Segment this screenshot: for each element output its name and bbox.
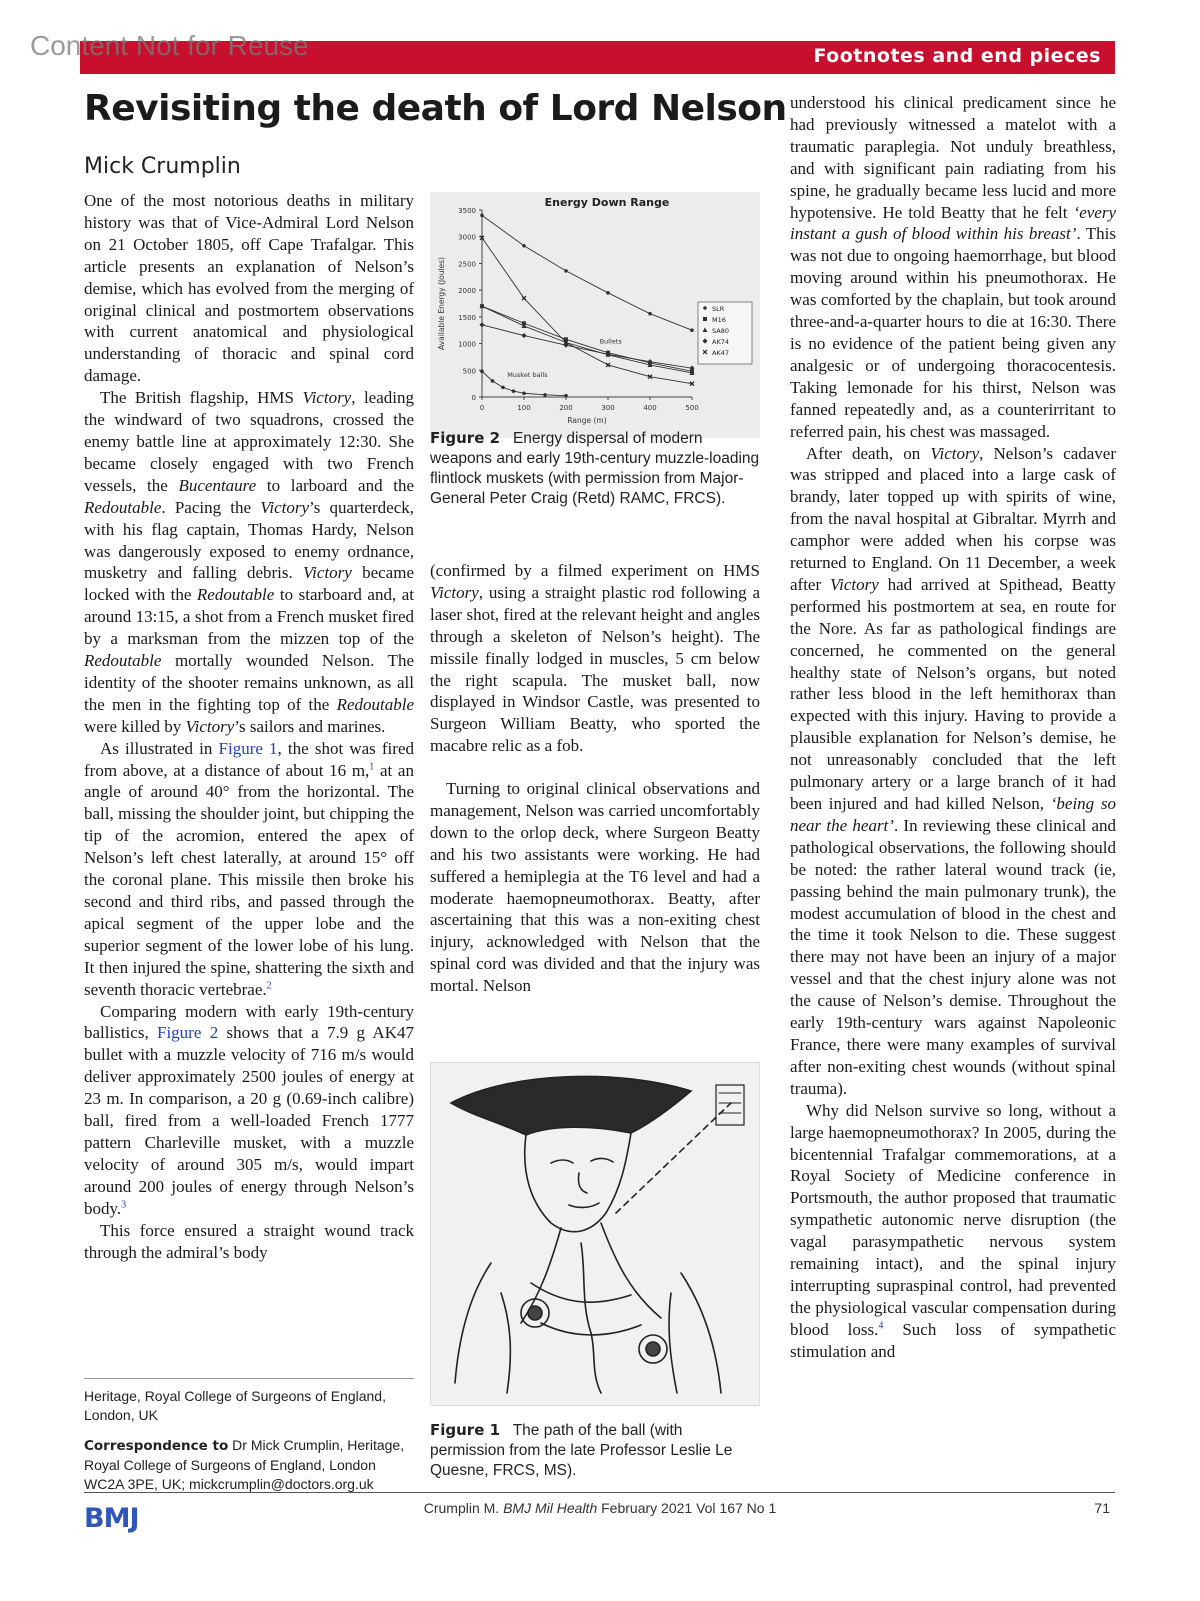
paragraph: Why did Nelson survive so long, without a large haemopneumothorax? In 2005, during the bicentennial Trafalgar commemorations, at a Royal Society of Medicine conference in Portsmouth, the author proposed that traumatic sympathetic autonomic nerve disruption (the vagal parasympathetic nervous system remaining intact), and the spinal injury interrupting supraspinal control, had prevented the physiological vascular compensation during blood loss.$^4$ Such loss of sympathetic stimulation and (790, 1100, 1116, 1361)
bmj-logo: BMJ (84, 1503, 139, 1534)
paragraph: understood his clinical predicament since he had previously witnessed a matelot with a traumatic paraplegia. Not unduly breathless, and with significant pain radiating from his spine, he gradually became less lucid and more hypotensive. He told Beatty that he felt ‘every instant a gush of blood within his breast’. This was not due to ongoing haemorrhage, but blood moving around within his pneumothorax. He was comforted by the chaplain, but took around three-and-a-quarter hours to die at 16:30. There is no evidence of the patient being given any analgesic or of undergoing thoracocentesis. Taking lemonade for his thirst, Nelson was fanned repeatedly and, as a counterirritant to referred pain, his chest was massaged. (790, 93, 1116, 441)
series-line (482, 215, 692, 330)
column-2-top (430, 560, 760, 757)
y-tick-label: 1000 (458, 340, 476, 349)
y-tick-label: 3500 (458, 207, 476, 215)
series-line (482, 238, 692, 384)
legend-entry: AK74 (712, 338, 729, 346)
series-line (482, 325, 692, 368)
paragraph: As illustrated in Figure 1, the shot was fired from above, at a distance of about 16 m,$^1$ at an angle of around 40° from the horizontal. The ball, missing the shoulder joint, but chipping the tip of the acromion, entered the apex of Nelson’s left chest laterally, at around 15° off the coronal plane. This missile then broke his second and third ribs, and passed through the apical segment of the upper lobe and the superior segment of the lower lobe of his lung. It then injured the spine, shattering the sixth and seventh thoracic vertebrae.$^2$ (84, 738, 414, 999)
x-tick-label: 300 (601, 404, 615, 412)
reference-4-link[interactable]: 4 (878, 1320, 884, 1332)
data-point (522, 244, 526, 248)
paragraph: One of the most notorious deaths in military history was that of Vice-Admiral Lord Nelson on 21 October 1805, off Cape Trafalgar. This article presents an explanation of Nelson’s demise, which has evolved from the merging of original clinical and postmortem observations with current anatomical and physiological understanding of thoracic and spinal cord damage. (84, 191, 414, 386)
column-2-bottom (430, 778, 760, 997)
data-point (522, 391, 526, 395)
x-tick-label: 500 (685, 404, 699, 412)
figure-2-link[interactable]: Figure 2 (157, 1023, 219, 1043)
legend-entry: SA80 (712, 327, 729, 335)
paragraph: Comparing modern with early 19th-century ballistics, Figure 2 shows that a 7.9 g AK47 bullet with a muzzle velocity of 716 m/s would deliver approximately 2500 joules of energy at 23 m. In comparison, a 20 g (0.69-inch calibre) ball, fired from a well-loaded French 1777 pattern Charleville musket, with a muzzle velocity of around 305 m/s, would impart around 200 joules of energy through Nelson’s body.$^3$ (84, 1001, 414, 1218)
paragraph: After death, on Victory, Nelson’s cadaver was stripped and placed into a large cask of brandy, later topped up with spirits of wine, from the naval hospital at Gibraltar. Myrrh and camphor were added when his corpse was returned to England. On 11 December, a week after Victory had arrived at Spithead, Beatty performed his postmortem at sea, en route for the Nore. As far as pathological findings are concerned, he commented on the general healthy state of Nelson’s organs, but noted rather less blood in the left hemithorax than expected with this injury. Having to provide a plausible explanation for Nelson’s demise, he not unreasonably concluded that the left pulmonary artery or a large branch of it had been injured and had killed Nelson, ‘being so near the heart’. In reviewing these clinical and pathological observations, the following should be noted: the rather lateral wound track (ie, passing behind the main pulmonary trunk), the modest accumulation of blood in the chest and the time it took Nelson to die. These suggest there may not have been an injury of a major vessel and that the chest injury alone was not the cause of Nelson’s demise. Throughout the early 19th-century wars against Napoleonic France, there were many examples of survival after non-exiting chest wounds (without spinal trauma). (790, 443, 1117, 1098)
x-tick-label: 400 (643, 404, 657, 412)
data-point (648, 312, 652, 316)
data-point (690, 328, 694, 332)
paragraph: (confirmed by a filmed experiment on HMS Victory, using a straight plastic rod following a laser shot, fired at the relevant height and angles through a skeleton of Nelson’s height). The missile finally lodged in muscles, 5 cm below the right scapula. The musket ball, now displayed in Windsor Castle, was presented to Surgeon William Beatty, who sported the macabre relic as a fob. (430, 561, 760, 756)
data-point (521, 333, 526, 338)
energy-chart (430, 192, 760, 438)
data-point (564, 394, 568, 398)
figure-1-caption: Figure 1 The path of the ball (with permission from the late Professor Leslie Le Quesne, FRCS, MS). (430, 1421, 733, 1479)
y-tick-label: 2500 (458, 260, 476, 269)
x-tick-label: 200 (559, 404, 573, 412)
paragraph: The British flagship, HMS Victory, leading the windward of two squadrons, crossed the enemy battle line at approximately 12:30. She became closely engaged with two French vessels, the Bucentaure to larboard and the Redoutable. Pacing the Victory’s quarterdeck, with his flag captain, Thomas Hardy, Nelson was dangerously exposed to enemy ordnance, musketry and falling debris. Victory became locked with the Redoutable to starboard and, at around 13:15, a shot from a French musket fired by a marksman from the mizzen top of the Redoutable mortally wounded Nelson. The identity of the shooter remains unknown, as all the men in the fighting top of the Redoutable were killed by Victory’s sailors and marines. (84, 388, 414, 736)
y-tick-label: 1500 (458, 313, 476, 322)
data-point (491, 379, 495, 383)
paragraph: Turning to original clinical observations and management, Nelson was carried uncomfortably down to the orlop deck, where Surgeon Beatty and his two assistants were working. He had suffered a hemiplegia at the T6 level and had a moderate haemopneumothorax. Beatty, after ascertaining that this was a non-exiting chest injury, acknowledged with Nelson that the spinal cord was divided and that the injury was mortal. Nelson (430, 779, 760, 996)
affiliation: Heritage, Royal College of Surgeons of England, London, UK (84, 1388, 386, 1423)
data-point (703, 317, 707, 321)
figure-1-illustration (430, 1062, 760, 1406)
data-point (703, 306, 707, 310)
data-point (543, 393, 547, 397)
legend-entry: AK47 (712, 349, 729, 357)
author-name: Mick Crumplin (84, 154, 241, 179)
reference-1-link[interactable]: 1 (369, 760, 375, 772)
page-number: 71 (1094, 1500, 1110, 1516)
footer-divider (84, 1492, 1115, 1493)
data-point (480, 370, 484, 374)
legend-entry: SLR (712, 305, 725, 313)
reference-3-link[interactable]: 3 (121, 1199, 127, 1211)
nelson-sketch (431, 1063, 759, 1405)
figure-2-chart (430, 192, 760, 438)
x-tick-label: 100 (517, 404, 531, 412)
data-point (606, 291, 610, 295)
x-tick-label: 0 (479, 404, 485, 412)
affiliation-divider (84, 1378, 414, 1379)
data-point (480, 214, 484, 218)
data-point (501, 386, 505, 390)
figure-2-caption: Figure 2 Energy dispersal of modern weapons and early 19th-century muzzle-loading flintlock muskets (with permission from Major-General Peter Craig (Retd) RAMC, FRCS). (430, 429, 760, 507)
paragraph: This force ensured a straight wound track through the admiral’s body (84, 1220, 414, 1262)
data-point (564, 269, 568, 273)
correspondence: Correspondence to Dr Mick Crumplin, Heritage, Royal College of Surgeons of England, London WC2A 3PE, UK; mickcrumplin@doctors.org.uk (84, 1437, 405, 1492)
watermark: Content Not for Reuse (30, 30, 309, 61)
y-tick-label: 500 (462, 367, 476, 376)
data-point (479, 322, 484, 327)
column-1 (84, 190, 414, 1263)
series-line (482, 306, 692, 371)
annotation-bullets: Bullets (599, 337, 622, 346)
data-point (512, 389, 516, 393)
y-tick-label: 0 (471, 394, 476, 402)
chart-title: Energy Down Range (544, 196, 670, 209)
figure-1-link[interactable]: Figure 1 (218, 738, 278, 758)
y-axis-title: Available Energy (Joules) (437, 257, 446, 350)
annotation-musket-balls: Musket balls (507, 371, 548, 380)
legend-entry: M16 (712, 316, 726, 324)
column-3 (790, 92, 1116, 1363)
y-tick-label: 2000 (458, 287, 476, 296)
data-point (522, 296, 526, 300)
y-tick-label: 3000 (458, 233, 476, 242)
reference-2-link[interactable]: 2 (266, 979, 272, 991)
citation-line: Crumplin M. BMJ Mil Health February 2021 Vol 167 No 1 (423, 1500, 777, 1516)
article-title: Revisiting the death of Lord Nelson (84, 88, 787, 129)
section-title: Footnotes and end pieces (813, 45, 1101, 67)
x-axis-title: Range (m) (567, 416, 607, 425)
